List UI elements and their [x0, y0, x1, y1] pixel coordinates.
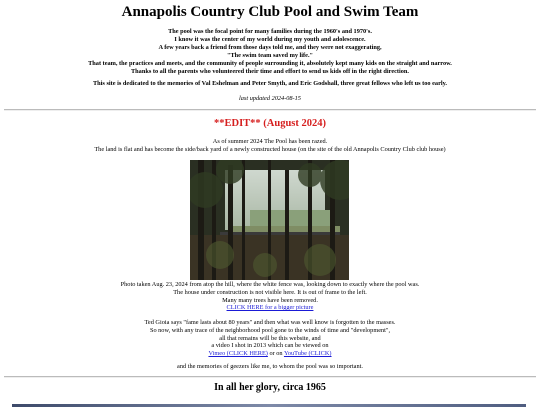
bigger-picture-link[interactable]: CLICK HERE for a bigger picture [226, 304, 314, 312]
edit-text [0, 138, 540, 154]
intro-line: Thanks to all the parents who volunteered their time and effort to send us kids off in the right direction. [130, 68, 409, 76]
last-updated: last updated 2024-08-15 [239, 95, 301, 102]
gioia-line: a video I shot in 2013 which can be viewed on [211, 342, 329, 350]
photo-caption [0, 281, 540, 312]
caption-line: Photo taken Aug. 23, 2024 from atop the hill, where the white fence was, looking down to exactly where the pool was. [120, 281, 420, 288]
youtube-link[interactable]: YouTube (CLICK) [283, 350, 332, 358]
dedication: This site is dedicated to the memories of Val Eshelman and Peter Smyth, and Eric Godshall, three great fellows who left us too early. [92, 80, 447, 87]
divider [4, 376, 536, 378]
pool-1965-photo[interactable] [12, 399, 526, 407]
edit-line: As of summer 2024 The Pool has been razed. [212, 138, 328, 145]
or-text: or on [269, 350, 283, 358]
divider [4, 109, 536, 111]
vimeo-link[interactable]: Vimeo (CLICK HERE) [208, 350, 268, 358]
intro-line: "The swim team saved my life." [226, 52, 314, 60]
glory-heading: In all her glory, circa 1965 [214, 382, 326, 393]
page-title: Annapolis Country Club Pool and Swim Team [121, 4, 419, 20]
intro-text [0, 28, 540, 77]
forest-photo-image [190, 160, 349, 280]
pool-site-photo[interactable] [190, 160, 349, 280]
gioia-line: Ted Gioia says "fame lasts about 80 years" and then what was well know is forgotten to the masses. [144, 319, 396, 326]
gioia-line: all that remains will be this website, and [219, 334, 321, 342]
gioia-text [0, 319, 540, 358]
intro-line: That team, the practices and meets, and the community of people surrounding it, absolutely kept many kids on the straight and narrow. [88, 60, 452, 68]
intro-line: A few years back a friend from those days told me, and they were not exaggerating, [158, 44, 382, 52]
gioia-line: So now, with any trace of the neighborhood pool gone to the winds of time and "development", [149, 326, 391, 334]
memories-text: and the memories of geezers like me, to whom the pool was so important. [177, 363, 363, 370]
caption-line: Many many trees have been removed. [222, 296, 318, 304]
edit-heading: **EDIT** (August 2024) [213, 118, 326, 129]
caption-line: The house under construction is not visible here. It is out of frame to the left. [173, 288, 367, 296]
intro-line: The pool was the focal point for many families during the 1960's and 1970's. [168, 28, 372, 35]
intro-line: I know it was the center of my world during my youth and adolescence. [174, 36, 366, 44]
edit-line: The land is flat and has become the side/back yard of a newly constructed house (on the site of the old Annapolis Country Club club house) [94, 146, 446, 153]
